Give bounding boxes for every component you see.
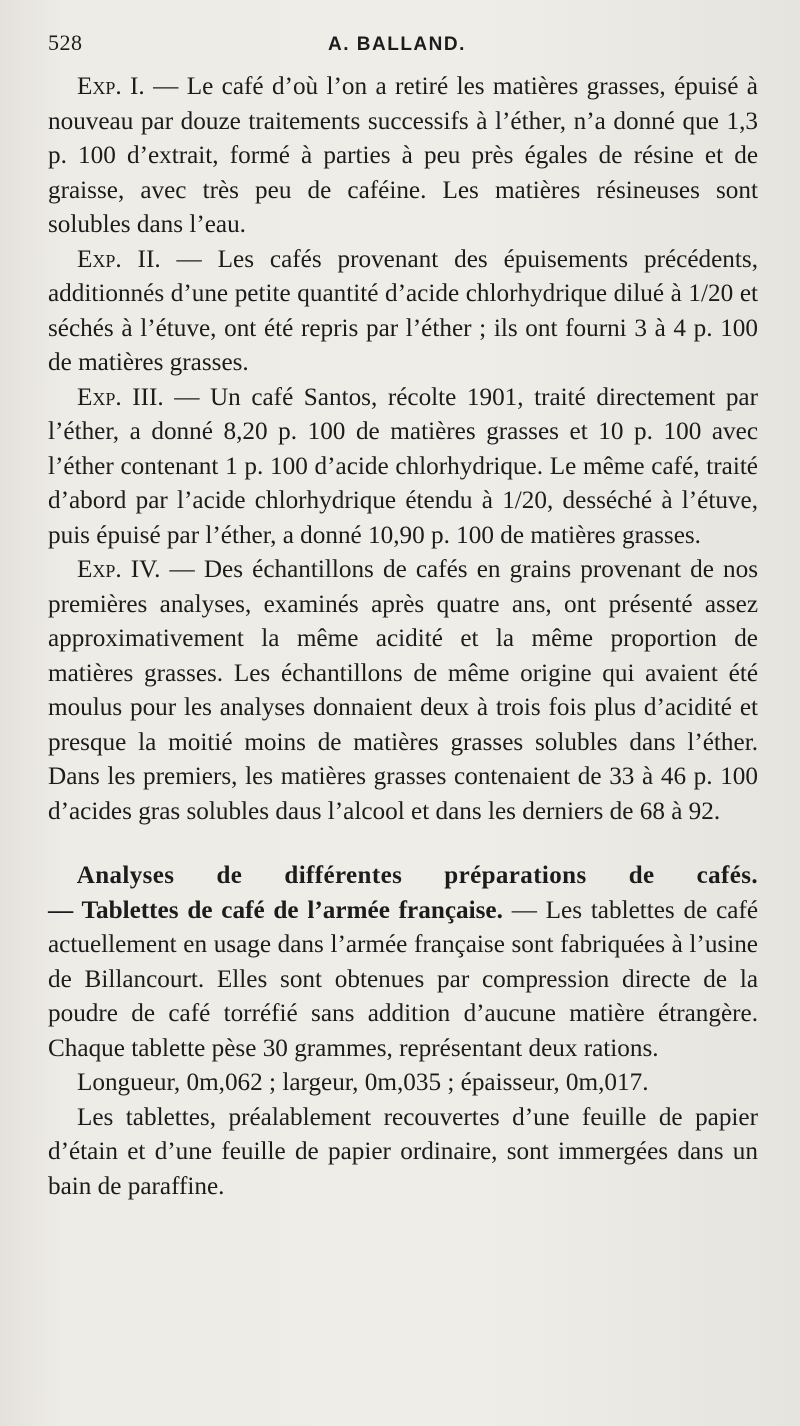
paragraph-exp-3 bbox=[48, 381, 758, 554]
closing-paragraph: Les tablettes, préalablement recouvertes d’une feuille de papier d’étain et d’une feuille de papier ordinaire, sont immergées dans un bain de paraffine. bbox=[48, 1103, 758, 1200]
running-head bbox=[48, 30, 758, 70]
paragraph-exp-1 bbox=[48, 70, 758, 243]
exp-label: Exp. II. bbox=[76, 245, 161, 273]
body-text bbox=[48, 70, 758, 1204]
paragraph-text: — Les cafés provenant des épuisements précédents, additionnés d’une petite quantité d’acide chlorhydrique dilué à 1/20 et séchés à l’étuve, ont été repris par l’éther ; ils ont fourni 3 à 4 p. 100 de matières grasses. bbox=[48, 245, 758, 376]
exp-label: Exp. I. bbox=[76, 73, 145, 100]
running-author: A. BALLAND. bbox=[328, 34, 466, 55]
exp-label: Exp. IV. bbox=[76, 556, 161, 583]
section-text: — Les tablettes de café actuellement en usage dans l’armée française sont fabriquées à l’usine de Billancourt. Elles sont obtenues par compression directe de la poudre de café torréfié sans addition d’aucune matière étrangère. Chaque tablette pèse 30 grammes, représentant deux rations. bbox=[48, 896, 759, 1062]
exp-label: Exp. III. bbox=[76, 383, 164, 411]
section-subtitle: — Tablettes de café de l’armée française. bbox=[48, 896, 503, 924]
paragraph-text: — Le café d’où l’on a retiré les matières grasses, épuisé à nouveau par douze traitements successifs à l’éther, n’a donné que 1,3 p. 100 d’extrait, formé à parties à peu près égales de résine et de graisse, avec très peu de caféine. Les matières résineuses sont solubles dans l’eau. bbox=[48, 73, 758, 238]
page-number: 528 bbox=[48, 30, 83, 55]
paragraph-text: — Un café Santos, récolte 1901, traité directement par l’éther, a donné 8,20 p. 100 de matières grasses et 10 p. 100 avec l’éther contenant 1 p. 100 d’acide chlorhydrique. Le même café, traité d’abord par l’acide chlorhydrique étendu à 1/20, desséché à l’étuve, puis épuisé par l’éther, a donné 10,90 p. 100 de matières grasses. bbox=[48, 383, 759, 549]
paragraph-text: — Des échantillons de cafés en grains provenant de nos premières analyses, examinés après quatre ans, ont présenté assez approximativement la même acidité et la même proportion de matières grasses. Les échantillons de même origine qui avaient été moulus pour les analyses donnaient deux à trois fois plus d’acidité et presque la moitié moins de matières grasses solubles dans l’éther. Dans les premiers, les matières grasses contenaient de 33 à 46 p. 100 d’acides gras solubles daus l’alcool et dans les derniers de 68 à 92. bbox=[48, 556, 758, 825]
section-paragraph bbox=[48, 894, 758, 1067]
dimensions-line: Longueur, 0m,062 ; largeur, 0m,035 ; épaisseur, 0m,017. bbox=[76, 1069, 649, 1096]
paragraph-exp-2 bbox=[48, 243, 758, 381]
paragraph-exp-4 bbox=[48, 553, 758, 829]
section-title: Analyses de différentes préparations de cafés. bbox=[76, 862, 758, 889]
